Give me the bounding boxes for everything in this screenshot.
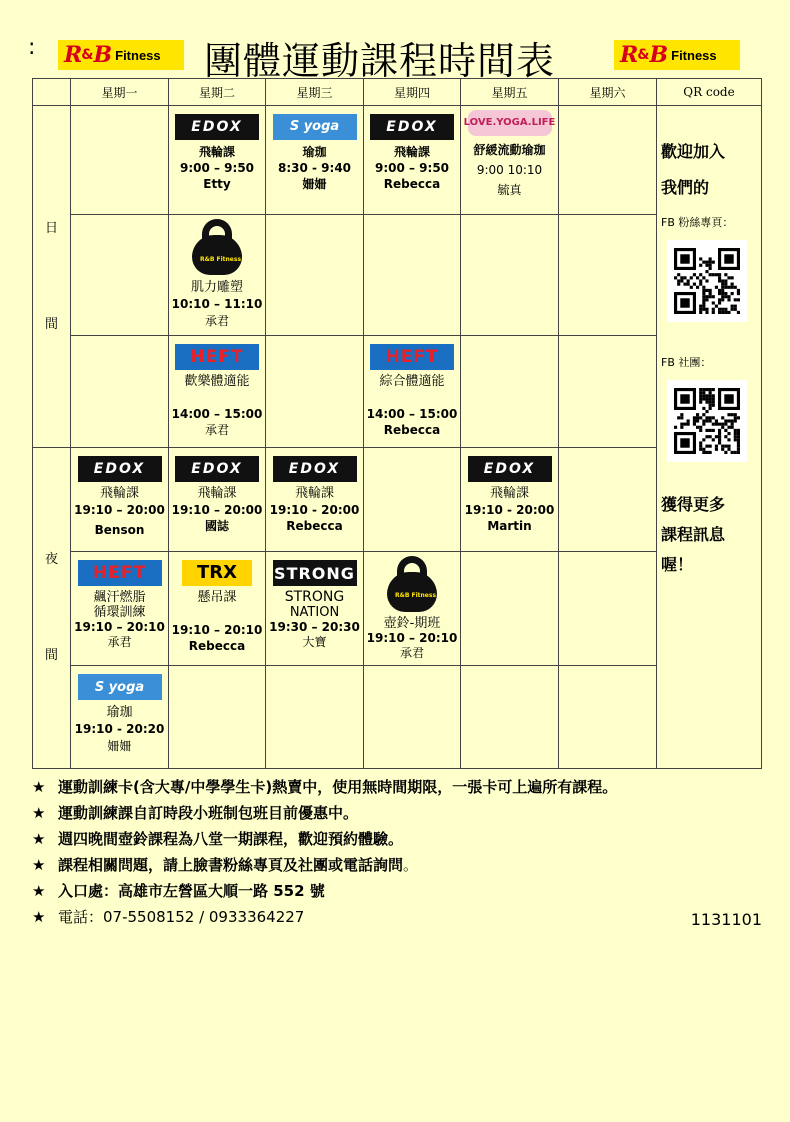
- empty-cell: [266, 336, 364, 448]
- edox-logo: EDOX: [175, 456, 259, 482]
- star-icon: ★: [32, 804, 46, 822]
- empty-cell: [461, 552, 559, 666]
- class-coach: Etty: [203, 177, 231, 191]
- day-row-3: [33, 336, 762, 448]
- note-item: ★ 電話：07-5508152 / 0933364227: [32, 904, 766, 930]
- syoga-logo: S yoga: [273, 114, 357, 140]
- empty-cell: [461, 336, 559, 448]
- class-cell: [169, 552, 266, 666]
- class-cell: [364, 336, 461, 448]
- class-name: STRONG: [284, 589, 345, 605]
- class-name: 飛輪課: [198, 145, 235, 159]
- empty-cell: [71, 106, 169, 215]
- class-time: 19:10 – 20:10: [366, 631, 458, 645]
- class-coach: 國誌: [204, 519, 229, 533]
- class-coach: Rebecca: [383, 423, 441, 437]
- corner-cell: [33, 79, 71, 106]
- welcome-line: 歡迎加入: [661, 142, 726, 161]
- edox-logo: EDOX: [468, 456, 552, 482]
- note-item: ★ 入口處：高雄市左營區大順一路 552 號: [32, 878, 766, 904]
- star-icon: ★: [32, 908, 46, 926]
- class-time: 9:00 10:10: [476, 163, 543, 177]
- class-time: 19:10 – 20:00: [171, 503, 263, 517]
- welcome-line: 我們的: [661, 178, 710, 197]
- class-name: 飛輪課: [99, 486, 139, 501]
- class-name: 瑜珈: [106, 705, 133, 720]
- class-name: 瑜珈: [302, 145, 327, 159]
- class-time: 19:10 – 20:00: [74, 503, 165, 517]
- kettlebell-icon: R&B Fitness: [387, 556, 437, 612]
- empty-cell: [461, 215, 559, 336]
- edox-logo: EDOX: [175, 114, 259, 140]
- empty-cell: [559, 336, 657, 448]
- day-header: 星期三: [266, 79, 364, 106]
- more-info-line: 課程訊息: [661, 525, 726, 544]
- empty-cell: [266, 215, 364, 336]
- star-icon: ★: [32, 830, 46, 848]
- more-info-line: 喔！: [661, 555, 694, 574]
- class-time: 19:10 - 20:20: [74, 722, 165, 736]
- class-name: 壺鈴-期班: [383, 616, 441, 631]
- class-coach: 承君: [399, 646, 424, 660]
- class-coach: 承君: [107, 635, 132, 649]
- star-icon: ★: [32, 882, 46, 900]
- daytime-label: 日 間: [33, 106, 71, 448]
- class-cell: [461, 448, 559, 552]
- empty-cell: [559, 215, 657, 336]
- star-icon: ★: [32, 856, 46, 874]
- class-coach: 毓真: [497, 183, 522, 197]
- class-cell: [266, 448, 364, 552]
- class-time: 14:00 – 15:00: [366, 407, 458, 421]
- day-row-1: [33, 106, 762, 215]
- day-header: 星期二: [169, 79, 266, 106]
- day-header: 星期四: [364, 79, 461, 106]
- schedule-table: [32, 78, 762, 769]
- empty-cell: [364, 666, 461, 769]
- class-cell: [169, 215, 266, 336]
- star-icon: ★: [32, 778, 46, 796]
- empty-cell: [169, 666, 266, 769]
- class-coach: Rebecca: [188, 639, 246, 653]
- class-coach: Rebecca: [383, 177, 441, 191]
- class-time: 19:10 – 20:10: [171, 623, 263, 637]
- note-item: ★ 課程相關問題，請上臉書粉絲專頁及社團或電話詢問。: [32, 852, 766, 878]
- class-time: 9:00 – 9:50: [179, 161, 255, 175]
- class-name: 綜合體適能: [379, 374, 445, 389]
- qr-column: [657, 106, 762, 769]
- class-cell: [71, 448, 169, 552]
- day-row-2: [33, 215, 762, 336]
- fb-group-label: FB 社團：: [661, 356, 712, 369]
- edox-logo: EDOX: [273, 456, 357, 482]
- edox-logo: EDOX: [78, 456, 162, 482]
- page-title: 團體運動課程時間表: [204, 39, 556, 83]
- fb-group-qr-code[interactable]: [667, 380, 747, 462]
- empty-cell: [559, 448, 657, 552]
- empty-cell: [461, 666, 559, 769]
- empty-cell: [364, 448, 461, 552]
- heft-logo: HEFT: [175, 344, 259, 370]
- class-cell: [169, 336, 266, 448]
- class-time: 19:30 – 20:30: [269, 620, 360, 634]
- class-cell: [71, 666, 169, 769]
- fb-page-qr-code[interactable]: [667, 240, 747, 322]
- class-cell: [266, 106, 364, 215]
- class-coach: 承君: [204, 314, 229, 328]
- night-row-1: [33, 448, 762, 552]
- class-cell: [461, 106, 559, 215]
- class-time: 14:00 – 15:00: [171, 407, 263, 421]
- class-name: 飆汗燃脂: [93, 590, 146, 605]
- class-coach: Rebecca: [286, 519, 343, 533]
- class-name: 飛輪課: [197, 486, 237, 501]
- empty-cell: [71, 215, 169, 336]
- class-coach: 姍姍: [302, 177, 327, 191]
- colon-mark: :: [28, 35, 36, 60]
- class-cell: [364, 552, 461, 666]
- class-coach: 大寶: [302, 635, 327, 649]
- class-coach: 姍姍: [107, 739, 132, 753]
- syoga-logo: S yoga: [78, 674, 162, 700]
- class-name: 肌力雕塑: [190, 280, 243, 295]
- class-time: 9:00 – 9:50: [374, 161, 450, 175]
- strong-nation-logo: STRONG: [273, 560, 357, 586]
- class-cell: [71, 552, 169, 666]
- class-name: NATION: [289, 605, 340, 620]
- love-yoga-logo: LOVE.YOGA.LIFE: [468, 110, 552, 136]
- class-name: 飛輪課: [294, 486, 334, 501]
- class-name: 舒緩流動瑜珈: [473, 143, 546, 157]
- class-cell: [169, 106, 266, 215]
- class-time: 19:10 - 20:00: [269, 503, 360, 517]
- night-row-2: [33, 552, 762, 666]
- more-info-line: 獲得更多: [661, 495, 726, 514]
- class-name: 歡樂體適能: [184, 374, 250, 389]
- empty-cell: [559, 106, 657, 215]
- class-coach: 承君: [204, 423, 229, 437]
- class-cell: [266, 552, 364, 666]
- class-time: 19:10 - 20:00: [464, 503, 555, 517]
- class-coach: Benson: [94, 523, 145, 537]
- note-item: ★ 運動訓練課自訂時段小班制包班目前優惠中。: [32, 800, 766, 826]
- header-row: [33, 79, 762, 106]
- trx-logo: TRX: [182, 560, 252, 586]
- class-name: 飛輪課: [489, 486, 529, 501]
- empty-cell: [559, 666, 657, 769]
- class-time: 8:30 - 9:40: [277, 161, 352, 175]
- brand-logo-left: R & B Fitness: [58, 40, 184, 70]
- empty-cell: [266, 666, 364, 769]
- note-item: ★ 運動訓練卡(含大專/中學學生卡)熱賣中，使用無時間期限，一張卡可上遍所有課程。: [32, 774, 766, 800]
- day-header: 星期一: [71, 79, 169, 106]
- kettlebell-icon: R&B Fitness: [192, 219, 242, 275]
- day-header: 星期六: [559, 79, 657, 106]
- class-time: 19:10 – 20:10: [74, 620, 165, 634]
- empty-cell: [71, 336, 169, 448]
- serial-number: 1131101: [690, 910, 762, 929]
- heft-logo: HEFT: [370, 344, 454, 370]
- night-row-3: [33, 666, 762, 769]
- empty-cell: [559, 552, 657, 666]
- note-item: ★ 週四晚間壺鈴課程為八堂一期課程，歡迎預約體驗。: [32, 826, 766, 852]
- class-coach: Martin: [487, 519, 532, 533]
- heft-logo: HEFT: [78, 560, 162, 586]
- class-time: 10:10 – 11:10: [171, 297, 263, 311]
- day-header: 星期五: [461, 79, 559, 106]
- class-name: 懸吊課: [197, 590, 237, 605]
- empty-cell: [364, 215, 461, 336]
- notes-list: [32, 774, 766, 930]
- class-name: 循環訓練: [93, 605, 146, 620]
- edox-logo: EDOX: [370, 114, 454, 140]
- nighttime-label: 夜 間: [33, 448, 71, 769]
- class-cell: [364, 106, 461, 215]
- fb-page-label: FB 粉絲專頁：: [661, 216, 734, 229]
- class-name: 飛輪課: [393, 145, 430, 159]
- qr-header: QR code: [657, 79, 762, 106]
- brand-logo-right: R & B Fitness: [614, 40, 740, 70]
- class-cell: [169, 448, 266, 552]
